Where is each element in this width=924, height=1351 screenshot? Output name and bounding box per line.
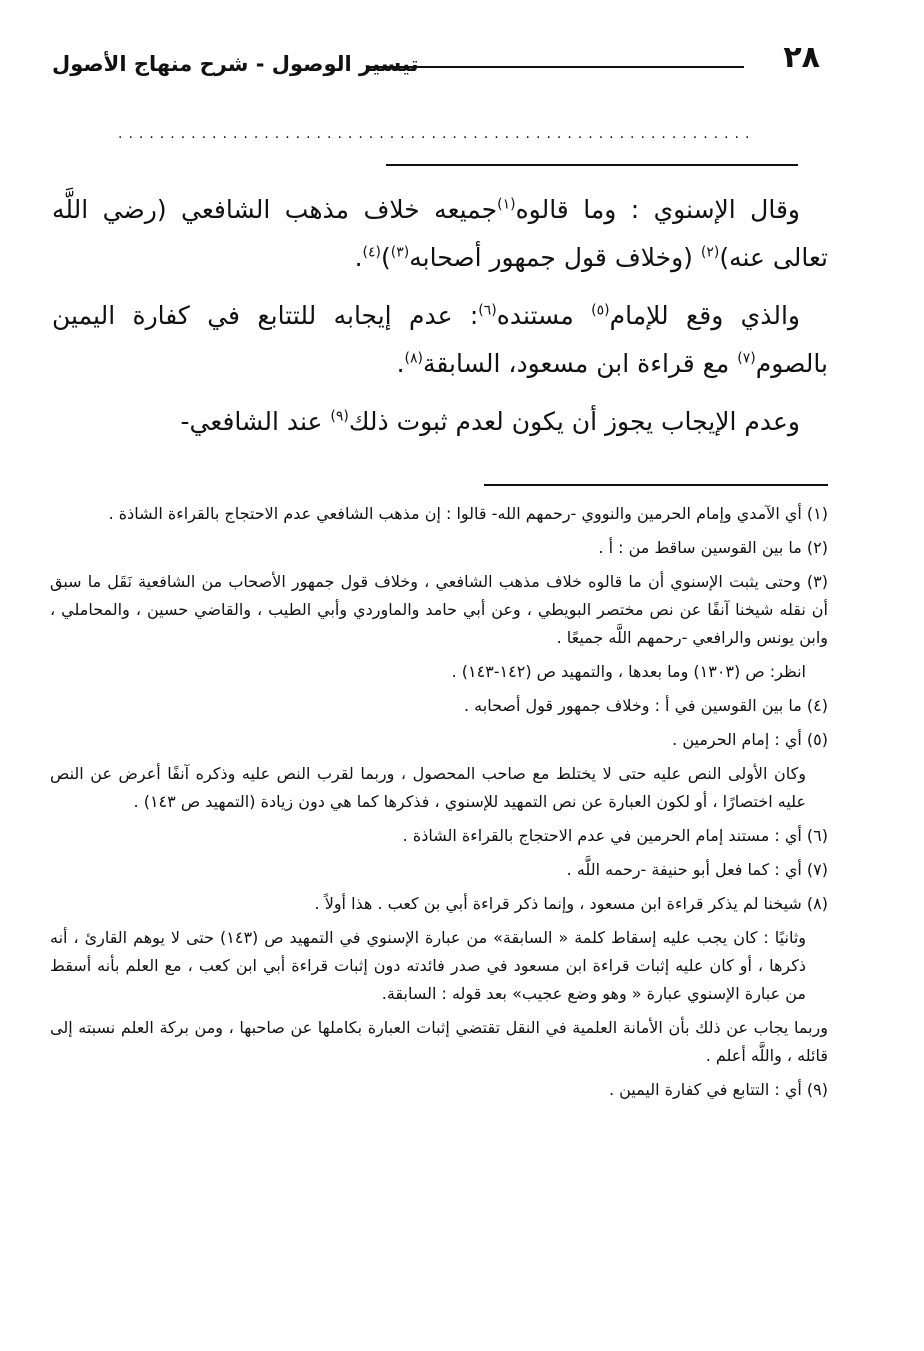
dotted-separator: .............................................................: [118, 126, 756, 142]
footnote-text: أي : مستند إمام الحرمين في عدم الاحتجاج بالقراءة الشاذة .: [402, 826, 802, 845]
p2-text-a: والذي وقع للإمام: [609, 301, 801, 330]
footnote-mark: (٦): [806, 826, 828, 845]
footnote-5: [50, 726, 828, 754]
p3-text-a: وعدم الإيجاب يجوز أن يكون لعدم ثبوت ذلك: [348, 407, 800, 436]
footnote-4: [50, 692, 828, 720]
footnote-mark: (٢): [806, 538, 828, 557]
paragraph-1: [52, 186, 828, 282]
footnote-ref-3: (٣): [390, 244, 410, 261]
footnote-ref-2: (٢): [700, 244, 720, 261]
footnote-text: أي الآمدي وإمام الحرمين والنووي -رحمهم الله- قالوا : إن مذهب الشافعي عدم الاحتجاج بالقراءة الشاذة .: [108, 504, 802, 523]
section-rule: [386, 164, 798, 166]
footnote-8-continued: وثانيًا : كان يجب عليه إسقاط كلمة « السابقة» من عبارة الإسنوي في التمهيد ص (١٤٣) حتى لا يوهم القارئ ، أنه ذكرها ، أو كان عليه إثبات قراءة ابن مسعود في صدر فائدته دون إثبات قراءة أبي ابن كعب ، مع العلم بأنه أسقط من عبارة الإسنوي عبارة « وهو وضع عجيب» بعد قوله : السابقة.: [50, 928, 807, 1003]
p1-text-b: جميعه خلاف مذهب الشافعي (رضي اللَّه تعالى عنه): [52, 195, 828, 272]
footnote-text: أي : إمام الحرمين .: [672, 730, 802, 749]
footnote-5-continued: وكان الأولى النص عليه حتى لا يختلط مع صاحب المحصول ، وربما لقرب النص عليه وذكره آنفًا أعرض عن النص عليه اختصارًا ، أو لكون العبارة عن نص التمهيد للإسنوي ، فذكرها كما هي دون زيادة (التمهيد ص ١٤٣) .: [50, 764, 806, 811]
footnote-ref-6: (٦): [478, 302, 497, 319]
footnote-7: [50, 856, 828, 884]
footnote-9: [50, 1076, 828, 1104]
running-title: تيسير الوصول - شرح منهاج الأصول: [52, 52, 419, 76]
paragraph-2: [52, 292, 828, 388]
footnote-mark: (٥): [806, 730, 828, 749]
footnote-mark: (٩): [806, 1080, 828, 1099]
footnote-ref-7: (٧): [737, 350, 756, 367]
p2-text-e: .: [396, 349, 405, 378]
paragraph-3: [52, 398, 828, 446]
footnotes: [50, 500, 828, 1110]
footnote-text: ما بين القوسين ساقط من : أ .: [598, 538, 802, 557]
footnote-mark: (٣): [806, 572, 828, 591]
footnote-8: [50, 890, 828, 918]
footnote-ref-5: (٥): [591, 302, 610, 319]
footnote-6: [50, 822, 828, 850]
p2-text-b: مستنده: [496, 301, 592, 330]
main-text: [52, 186, 828, 456]
footnote-ref-8: (٨): [404, 350, 423, 367]
footnote-3-reference: انظر: ص (١٣٠٣) وما بعدها ، والتمهيد ص (١٤٢-١٤٣) .: [451, 662, 806, 681]
footnote-ref-9: (٩): [330, 408, 349, 425]
footnote-text: شيخنا لم يذكر قراءة ابن مسعود ، وإنما ذكر قراءة أبي بن كعب . هذا أولاً .: [314, 894, 802, 913]
footnote-1: [50, 500, 828, 528]
footnote-text: ما بين القوسين في أ : وخلاف جمهور قول أصحابه .: [463, 696, 802, 715]
footnote-mark: (١): [806, 504, 828, 523]
footnote-text: أي : التتابع في كفارة اليمين .: [608, 1080, 802, 1099]
footnote-2: [50, 534, 828, 562]
footnote-ref-1: (١): [497, 196, 516, 213]
footnote-mark: (٨): [806, 894, 828, 913]
footnote-8-continued-2: وربما يجاب عن ذلك بأن الأمانة العلمية في النقل تقتضي إثبات العبارة بكاملها عن صاحبها ، ومن بركة العلم نسبته إلى قائله ، واللَّه أعلم .: [50, 1018, 828, 1065]
footnote-rule: [484, 484, 828, 486]
p2-text-d: مع قراءة ابن مسعود، السابقة: [422, 349, 738, 378]
footnote-mark: (٤): [806, 696, 828, 715]
p2-text-c: : عدم إيجابه للتتابع في كفارة اليمين بالصوم: [52, 301, 828, 378]
footnote-text: وحتى يثبت الإسنوي أن ما قالوه خلاف مذهب الشافعي ، وخلاف قول جمهور الأصحاب من الشافعية نَقَل ما سبق أن نقله شيخنا آنفًا عن نص مختصر البويطي ، وعن أبي حامد والماوردي وأبي الطيب ، والقاضي حسين ، والمحاملي ، وابن يونس والرافعي -رحمهم اللَّه جميعًا .: [50, 572, 828, 647]
footnote-text: أي : كما فعل أبو حنيفة -رحمه اللَّه .: [566, 860, 802, 879]
p1-text-d: ): [381, 243, 391, 272]
p1-text-e: .: [354, 243, 363, 272]
footnote-3: [50, 568, 828, 652]
p1-text-a: وقال الإسنوي : وما قالوه: [515, 195, 800, 224]
footnote-mark: (٧): [806, 860, 828, 879]
p3-text-b: عند الشافعي-: [180, 407, 331, 436]
p1-text-c: (وخلاف قول جمهور أصحابه: [409, 243, 701, 272]
header-rule: [366, 66, 744, 68]
footnote-ref-4: (٤): [362, 244, 381, 261]
page-number: ٢٨: [783, 40, 820, 75]
